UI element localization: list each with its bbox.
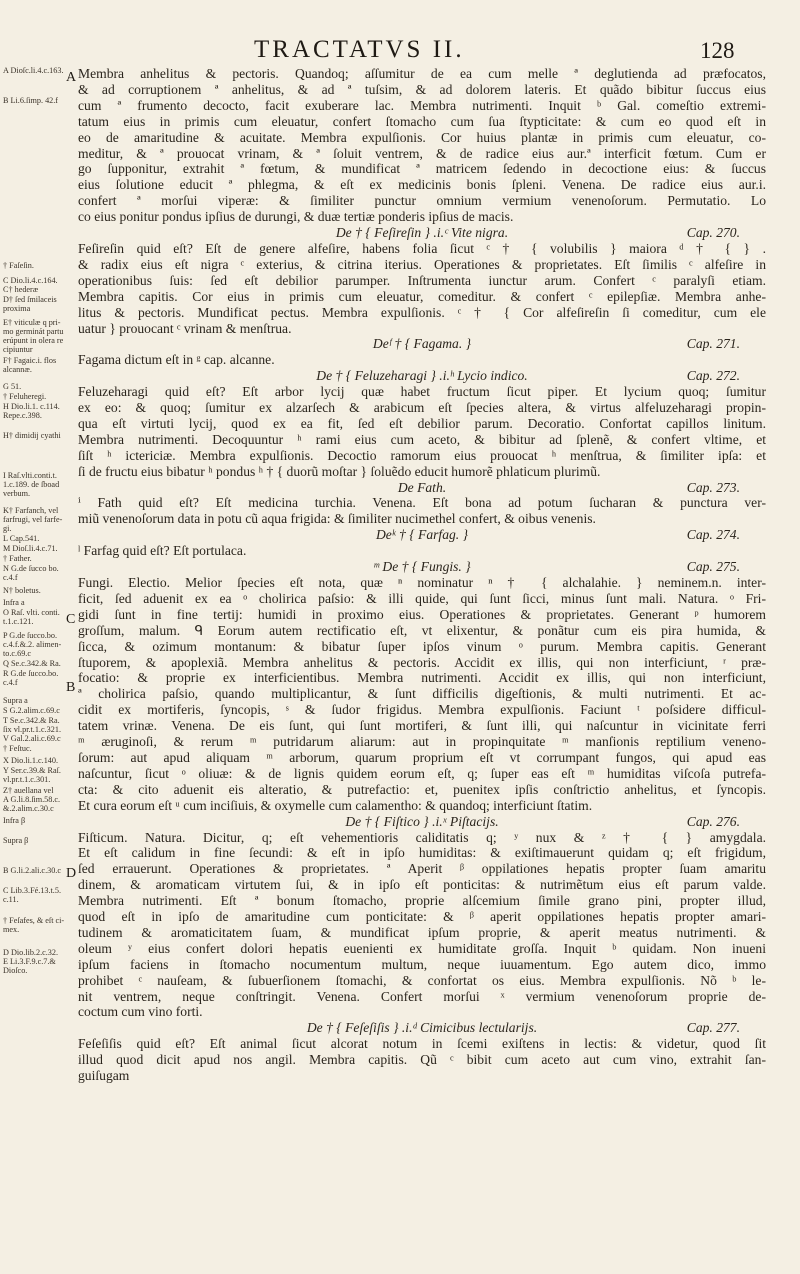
chapter-heading xyxy=(78,336,766,352)
chapter-title: Deᶠ † { Fagama. } xyxy=(372,336,472,352)
margin-note: M Dioſ.li.4.c.71. xyxy=(3,544,58,553)
margin-note: N G.de ſucco bo. xyxy=(3,564,59,573)
margin-note: Supra β xyxy=(3,836,29,845)
margin-note: S G.2.alim.c.69.c xyxy=(3,706,60,715)
text-line: tatum eius in primis cum eleuatur, confert ſtomacho cum ſua ſtypticitate: & cum eo quod eſt in xyxy=(78,113,766,129)
text-line: cta: & cito aduenit eis alteratio, & putrefactio: et, pueniteх ipſis conſtrictio anhelitus, et ſyncopis. xyxy=(78,781,766,797)
chapter-number: Cap. 276. xyxy=(686,813,740,829)
text-line: Membra nutrimenti. Decoquuntur ʰ rami eius cum aceto, & bibitur ad ſplenẽ, & confert vltime, et xyxy=(78,431,766,447)
text-line: groſſum, malum. ᑫ Eorum autem rectificatio eſt, vt elixentur, & ponãtur cum eis pira humida, & xyxy=(78,622,766,638)
margin-note: A G.li.8.ſim.58.c. xyxy=(3,795,61,804)
margin-note: F† Fagaic.i. flos xyxy=(3,356,57,365)
margin-note: H Dio.li.1. c.114. xyxy=(3,402,60,411)
chapter-number: Cap. 273. xyxy=(686,479,740,495)
text-line: Feſireſin quid eſt? Eſt de genere alfeſire, habens folia ſicut ᶜ † { volubilis } maiora ᵈ † { } . xyxy=(78,240,766,256)
margin-note: Repe.c.398. xyxy=(3,411,42,420)
text-line: meditur, & ª prouocat vrinam, & ª ſoluit ventrem, & de radice eius aur.ª interficit fœtum. Cum er xyxy=(78,145,766,161)
text-line: dinem, & aromaticam virtutem ſui, & in ipſo eſt ponticitas: & nutrimẽtum eius eſt parum valde. xyxy=(78,877,766,893)
text-line: uatur } prouocant ᶜ vrinam & menſtrua. xyxy=(78,320,292,336)
text-line: ª cholirica paſsio, quando multiplicantur, & ſunt difficilis digeſtionis, & multi nutrimenti. Et ac- xyxy=(78,686,766,702)
chapter-number: Cap. 270. xyxy=(686,225,740,241)
chapter-title: De † { Feſeſiſis } .i.ᵈ Cimicibus lectularijs. xyxy=(306,1020,538,1036)
margin-note: A Dioſc.li.4.c.163. xyxy=(3,66,64,75)
margin-note: N† boletus. xyxy=(3,586,41,595)
text-line: gidi ſunt in fine tertij: humidi in proximo eius. Operationes & proprietates. Generant ᵖ humorem xyxy=(78,606,766,622)
section-letter: C xyxy=(66,612,76,627)
chapter-heading xyxy=(78,368,766,384)
text-line: coctum cum vino forti. xyxy=(78,1004,203,1020)
section-letter: D xyxy=(66,866,77,881)
text-line: operationibus ſuis: ſed eſt debilior parumper. Inſtrumenta iunctur arum. Confert ᶜ paralyſi etiam. xyxy=(78,272,766,288)
text-line: co eius ponitur pondus ipſius de durungi, & duæ tertiæ ponderis ipſius de macis. xyxy=(78,209,514,225)
margin-note: V Gal.2.ali.c.69.c xyxy=(3,734,61,743)
margin-note: alcannæ. xyxy=(3,365,32,374)
chapter-title: De † { Feluzeharagi } .i.ʰ Lycio indico. xyxy=(316,368,528,384)
text-line: Feſeſiſis quid eſt? Eſt animal ſicut alcorat notum in ſcemi exiſtens in lectis: & videtur, quod ſit xyxy=(78,1036,766,1052)
section-letter: A xyxy=(66,70,77,85)
margin-note: c.4.f xyxy=(3,573,18,582)
margin-note: C Dio.li.4.c.164. xyxy=(3,276,58,285)
chapter-heading xyxy=(78,480,766,496)
chapter-number: Cap. 274. xyxy=(686,527,740,543)
text-line: naſcuntur, ſicut ᵒ oliuæ: & de lignis quidem eorum eſt, q; ſuper eas eſt ᵐ humiditas viſcoſa putrefa- xyxy=(78,765,766,781)
text-line: Fagama dictum eſt in ᵍ cap. alcanne. xyxy=(78,352,275,368)
margin-note: P G.de ſucco.bo. xyxy=(3,631,58,640)
margin-note: t.1.c.121. xyxy=(3,617,34,626)
margin-note: I Raſ.vlti.conti.t. xyxy=(3,471,57,480)
text-line: & radix eius eſt nigra ᶜ exterius, & citrina iterius. Operationes & proprietates. Eſt ſimilis ᶜ alfeſire in xyxy=(78,256,766,272)
margin-note: mo germinát partu xyxy=(3,327,64,336)
margin-note: O Raſ. vlti. conti. xyxy=(3,608,60,617)
text-line: cidit ex mortiferis, ſyncopis, ˢ & ſudor frigidus. Membra expulſionis. Faciunt ᵗ poſsidere difficul- xyxy=(78,702,766,718)
text-line: ˡ Farfag quid eſt? Eſt portulaca. xyxy=(78,543,247,559)
chapter-number: Cap. 271. xyxy=(686,336,740,352)
page-header xyxy=(0,36,800,66)
text-line: eo de amaritudine & acuitate. Membra expulſionis. Cor huius plantæ in primis cum eleuatur, co- xyxy=(78,129,766,145)
text-line: eius ſolutione educit ª phlegma, & eſt ex medicinis bonis ſpleni. Venena. De radice eius aur.i. xyxy=(78,177,766,193)
text-line: focatio: & proprie ex interficientibus. Membra nutrimenti. Accidit ex illis, qui non interficiunt, xyxy=(78,670,766,686)
margin-note: † Faſeſin. xyxy=(3,261,34,270)
text-line: Fungi. Electio. Melior ſpecies eſt nota, quæ ⁿ nominatur ⁿ † { alchalahie. } neminem.n. inter- xyxy=(78,575,766,590)
margin-note: vl.pr.t.1.c.301. xyxy=(3,775,51,784)
text-line: ipſum faciens in ſtomacho nocumentum multum, neque iuuamentum. Ego autem dico, immo xyxy=(78,956,766,972)
text-line: confert ª morſui viperæ: & ſimiliter punctur omnium vermium venenoſorum. Permutatio. Lo xyxy=(78,193,766,209)
margin-note: L Cap.541. xyxy=(3,534,40,543)
margin-notes xyxy=(3,66,65,1126)
text-line: Membra anhelitus & pectoris. Quandoq; aſſumitur de ea cum melle ª deglutienda ad præfocatos, xyxy=(78,66,766,81)
text-line: oleum ʸ eius confert dolori hepatis euenienti ex humiditate groſſa. Inquit ᵇ quidam. Non inueni xyxy=(78,940,766,956)
main-text xyxy=(78,66,766,1084)
margin-note: R G.de ſucco.bo. xyxy=(3,669,59,678)
margin-note: farfrugi, vel farfe- xyxy=(3,515,63,524)
margin-note: c.4.f.&.2. alimen- xyxy=(3,640,62,649)
margin-note: † Feſafes, & eſt ci- xyxy=(3,916,65,925)
chapter-heading xyxy=(78,814,766,830)
margin-note: D Dio.lib.2.c.32. xyxy=(3,948,59,957)
text-line: go ſupponitur, extrahit ª fœtum, & mundificat ª matricem ſedendo in decoctione eius: & ſuccus xyxy=(78,161,766,177)
text-line: qua eſt virtuti lycij, quod ex ea fit, ſed eſt debilior parum. Decoratio. Confortat capillos linitum. xyxy=(78,415,766,431)
margin-note: Z† auellana vel xyxy=(3,786,54,795)
page-number: 128 xyxy=(700,38,735,63)
margin-note: T Se.c.342.& Ra. xyxy=(3,716,60,725)
margin-note: † Feluheregi. xyxy=(3,392,47,401)
margin-note: erúpunt in olera re xyxy=(3,336,64,345)
text-line: ſicca, & ozimum montanum: & bibatur ſuper ipſos vinum ᵒ purum. Membra capitis. Generant xyxy=(78,638,766,654)
chapter-title: ᵐ De † { Fungis. } xyxy=(373,559,471,575)
margin-note: E† viticulæ q pri- xyxy=(3,318,61,327)
running-title: TRACTATVS II. xyxy=(254,36,465,63)
margin-note: 1.c.189. de ſboad xyxy=(3,480,60,489)
margin-note: H† dimidij cyathi xyxy=(3,431,61,440)
section-letter: B xyxy=(66,680,76,695)
text-line: tudinem & aromaticitatem ſuam, & mundificat ipſum proprie, & aperit meatus nutrimenti. & xyxy=(78,924,766,940)
margin-note: X Dio.li.1.c.140. xyxy=(3,756,59,765)
text-line: Feluzeharagi quid eſt? Eſt arbor lycij quæ habet fructum ſicut piper. Et lycium quoq; ſumitur xyxy=(78,384,766,400)
chapter-title: De † { Fiſtico } .i.ˣ Piſtacijs. xyxy=(345,813,499,829)
chapter-heading xyxy=(78,1020,766,1036)
margin-note: Q Se.c.342.& Ra. xyxy=(3,659,61,668)
margin-note: mex. xyxy=(3,925,20,934)
chapter-number: Cap. 272. xyxy=(686,368,740,384)
text-line: ſtuporem, & apoplexiã. Membra anhelitus & pectoris. Accidit ex illis, qui non interficiunt, ʳ præ- xyxy=(78,654,766,670)
margin-note: E Li.3.F.9.c.7.& xyxy=(3,957,56,966)
text-line: litus & pectoris. Mundificat pectus. Membra expulſionis. ᶜ † { Cor alfeſireſin ſi comeditur, cum ele xyxy=(78,304,766,320)
text-line: cum ª frumento decocto, facit exuberare lac. Membra nutrimenti. Inquit ᵇ Gal. comeſtio extremi- xyxy=(78,97,766,113)
margin-note: G 51. xyxy=(3,382,22,391)
margin-note: Infra a xyxy=(3,598,25,607)
margin-note: c.11. xyxy=(3,895,19,904)
margin-note: proxima xyxy=(3,304,31,313)
margin-note: Infra β xyxy=(3,816,26,825)
chapter-heading xyxy=(78,225,766,241)
text-line: ex eo: & quoq; ſumitur ex alzarſech & arabicum eſt ſpecies altera, & virtus alfeluzeharagi propin- xyxy=(78,400,766,416)
text-line: prohibet ᶜ nauſeam, & ſubuerſionem ſtomachi, & confortat os eius. Membra expulſionis. Nõ ᵇ le- xyxy=(78,972,766,988)
text-line: nit ventrem, neque conſtringit. Venena. Confert morſui ˣ vermium venenoſorum proprie de- xyxy=(78,988,766,1004)
text-line: ficit, ſed aduenit ex ea ᵒ cholirica paſsio: & illi quide, qui ſunt ſicci, minus ſunt mali. Natura. ᵒ Fri- xyxy=(78,590,766,606)
margin-note: B Li.6.ſimp. 42.f xyxy=(3,96,59,105)
margin-note: Y Ser.c.39.& Raſ. xyxy=(3,766,61,775)
chapter-title: De Fath. xyxy=(397,479,447,495)
text-line: ſed errauerunt. Operationes & proprietates. ª Aperit ᵝ oppilationes hepatis propter ſuam amaritu xyxy=(78,861,766,877)
text-line: ᵐ æruginoſi, & rerum ᵐ putridarum aliarum: aut in propinquitate ᵐ manſionis reptilium veneno- xyxy=(78,734,766,750)
margin-note: † Father. xyxy=(3,554,32,563)
margin-note: cipiuntur xyxy=(3,345,33,354)
text-line: ⁱ Fath quid eſt? Eſt medicina turchia. Venena. Eſt bona ad potum ſucharan & punctura ver- xyxy=(78,495,766,511)
text-line: Membra nutrimenti. Eſt ª bonum ſtomacho, proprie alſcemium ſimile grano pini, propter illud, xyxy=(78,893,766,909)
margin-note: ſix vl.pr.t.1.c.321. xyxy=(3,725,61,734)
text-line: guiſugam xyxy=(78,1068,130,1084)
margin-note: B G.li.2.ali.c.30.c xyxy=(3,866,61,875)
margin-note: C Lib.3.Fé.13.t.5. xyxy=(3,886,61,895)
text-line: & ad corruptionem ª anhelitus, & ad ª tuſsim, & ad dolorem lateris. Et quãdo bibitur ſuccus eius xyxy=(78,81,766,97)
text-line: Et eſt calidum in fine ſecundi: & eſt in ipſo humiditas: & exiſtimauerunt quidam q; eſt frigidum, xyxy=(78,845,766,861)
margin-note: † Feſtuc. xyxy=(3,744,32,753)
margin-note: to.c.69.c xyxy=(3,649,31,658)
chapter-heading xyxy=(78,559,766,575)
text-line: ſi de fructu eius bibatur ʰ pondus ʰ † { duorũ moſtar } ſoluẽdo educit humorẽ phlaticum plurimũ. xyxy=(78,463,601,479)
text-line: Et cura eorum eſt ᵘ cum inciſiuis, & oxymelle cum calamentho: & quandoq; interficiunt ſtatim. xyxy=(78,797,593,813)
margin-note: verbum. xyxy=(3,489,31,498)
chapter-number: Cap. 275. xyxy=(686,559,740,575)
margin-note: gi. xyxy=(3,524,12,533)
text-line: ſorum: aut apud aliquam ᵐ arborum, quarum proprium eſt vt corrumpant fungos, qui apud eas xyxy=(78,749,766,765)
margin-note: Supra a xyxy=(3,696,28,705)
text-line: ſiſt ʰ ictericiæ. Membra expulſionis. Decoctio ramorum eius prouocat ʰ menſtrua, & ſimiliter ipſa: et xyxy=(78,447,766,463)
margin-note: Dioſco. xyxy=(3,966,28,975)
margin-note: c.4.f xyxy=(3,678,18,687)
margin-note: &.2.alim.c.30.c xyxy=(3,804,54,813)
chapter-title: De † { Feſireſin } .i.ᶜ Vite nigra. xyxy=(335,225,509,241)
chapter-heading xyxy=(78,527,766,543)
chapter-number: Cap. 277. xyxy=(686,1020,740,1036)
text-line: miũ venenoſorum data in potu cũ aqua frigida: & ſimiliter nucimethel confert, & oibus venenis. xyxy=(78,511,596,527)
text-line: tatem vrinæ. Venena. De eis ſunt, qui ſunt mortiferi, & ſunt illi, qui naſcuntur in vicinitate ferri xyxy=(78,718,766,734)
margin-note: K† Farfanch, vel xyxy=(3,506,59,515)
text-line: quod eſt in ipſo de amaritudine cum ponticitate: & ᵝ aperit oppilationes hepatis propter amari- xyxy=(78,909,766,925)
chapter-title: Deᵏ † { Farfag. } xyxy=(375,527,469,543)
text-line: illud quod dicit apud nos angil. Membra capitis. Qũ ᶜ bibit cum aceto aut cum vino, extrahit ſan- xyxy=(78,1052,766,1068)
margin-note: C† hederæ xyxy=(3,285,39,294)
text-line: Fiſticum. Natura. Dicitur, q; eſt vehementioris caliditatis q; ʸ nux & ᶻ † { } amygdala. xyxy=(78,829,766,845)
text-line: Membra capitis. Cor eius in primis cum eleuatur, comeditur. & confert ᶜ epilepſiæ. Membra anhe- xyxy=(78,288,766,304)
margin-note: D† ſed ſmilaceis xyxy=(3,295,57,304)
